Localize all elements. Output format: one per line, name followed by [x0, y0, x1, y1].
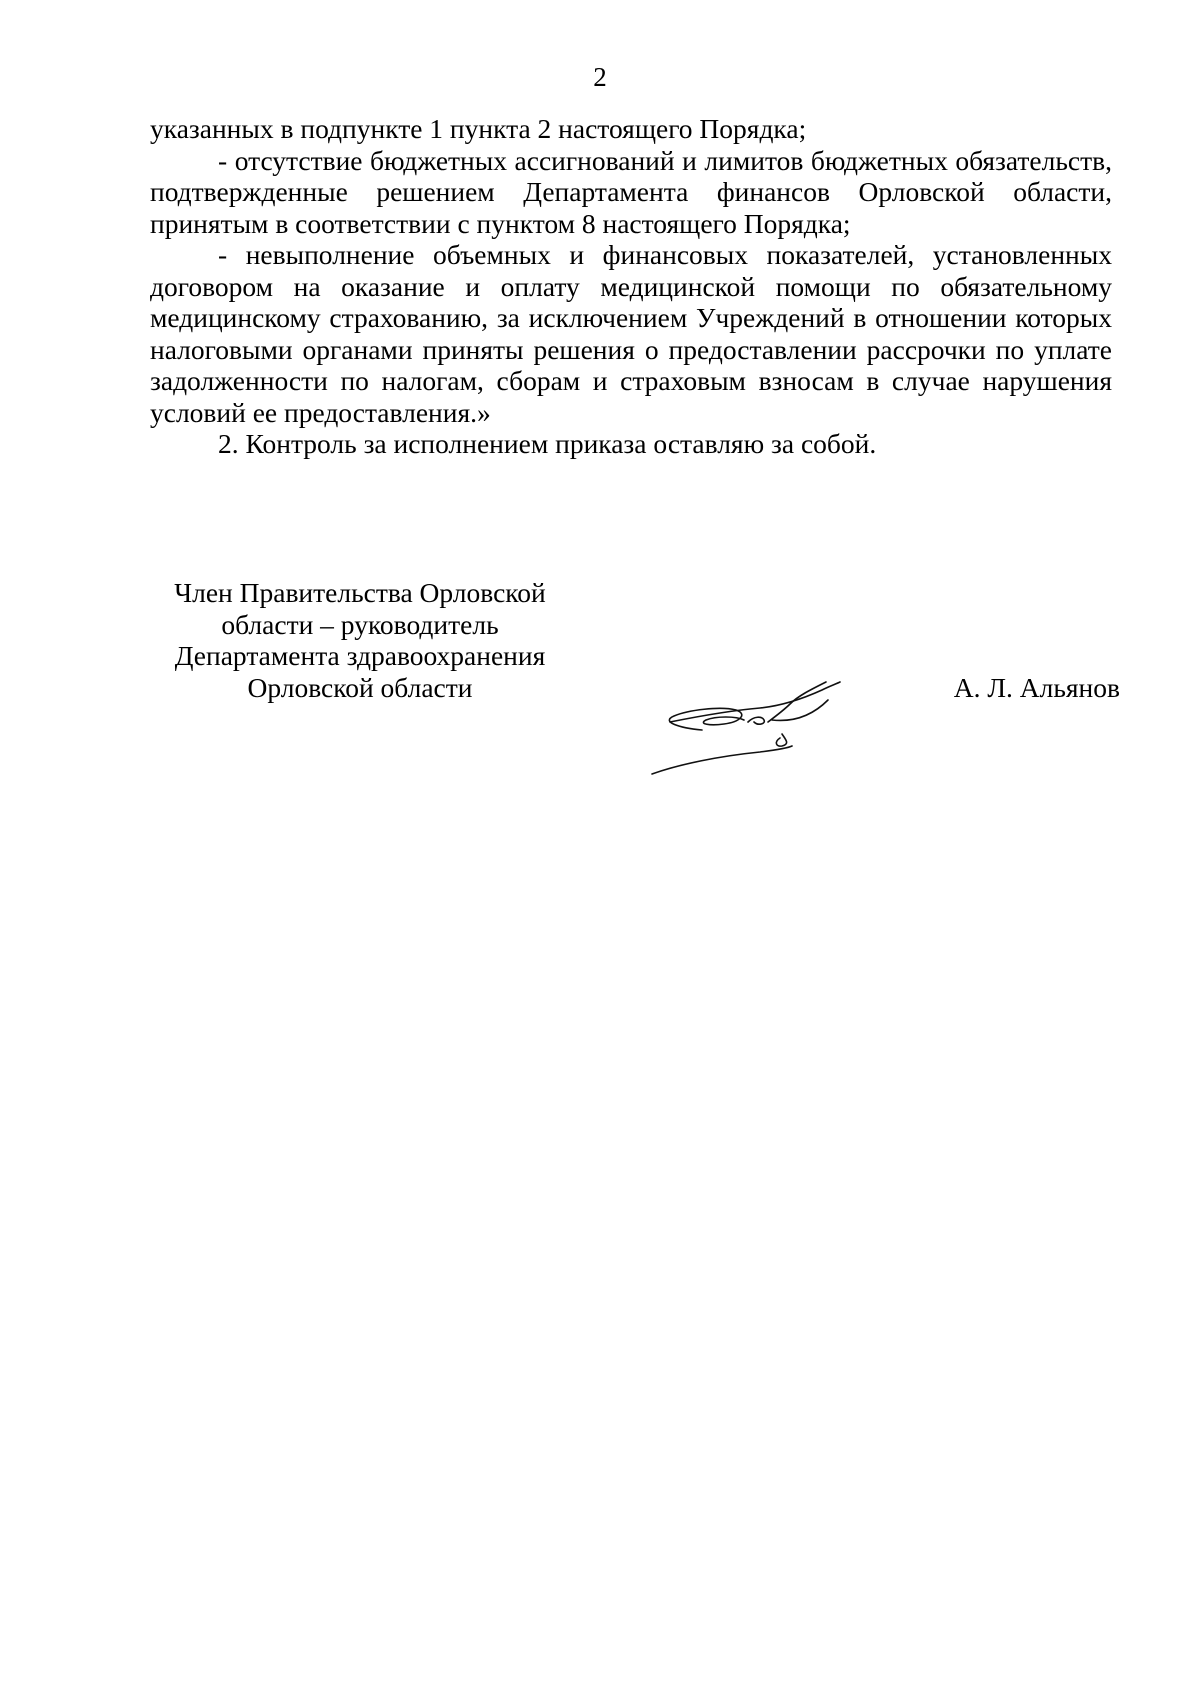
handwritten-signature: [640, 670, 870, 780]
paragraph-budget-absence: - отсутствие бюджетных ассигнований и лимитов бюджетных обязательств, подтвержденные решением Департамента финансов Орловской области, принятым в соответствии с пунктом 8 настоящего Порядка;: [150, 144, 1112, 239]
position-line: Орловской области: [247, 671, 473, 703]
document-body: [150, 113, 1112, 460]
signatory-position: [130, 577, 590, 703]
signer-name: А. Л. Альянов: [953, 672, 1120, 703]
position-line: области – руководитель: [221, 608, 499, 640]
position-line: Член Правительства Орловской: [174, 577, 546, 608]
paragraph-control-clause: 2. Контроль за исполнением приказа оставляю за собой.: [218, 428, 877, 459]
paragraph-indicators-failure: - невыполнение объемных и финансовых показателей, установленных договором на оказание и оплату медицинской помощи по обязательному медицинскому страхованию, за исключением Учреждений в отношении которых налоговыми органами приняты решения о предоставлении рассрочки по уплате задолженности по налогам, сборам и страховым взносам в случае нарушения условий ее предоставления.»: [150, 239, 1112, 428]
position-line: Департамента здравоохранения: [174, 640, 546, 671]
paragraph-continuation: указанных в подпункте 1 пункта 2 настоящего Порядка;: [150, 113, 807, 144]
page-number: 2: [593, 62, 607, 92]
